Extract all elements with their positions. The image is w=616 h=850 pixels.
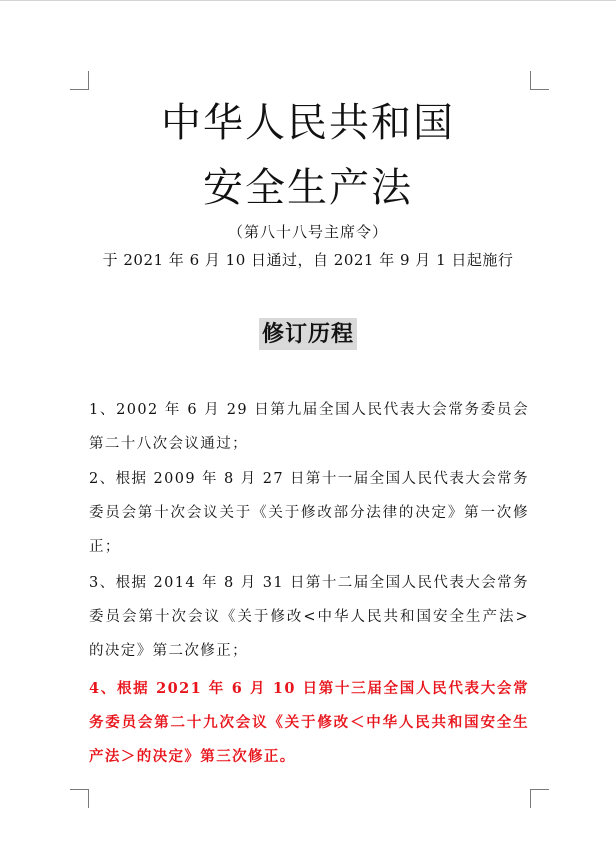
revision-entry-1: 1、2002 年 6 月 29 日第九届全国人民代表大会常务委员会第二十八次会议通过；: [89, 402, 529, 452]
presidential-order-number: （第八十八号主席令）: [227, 223, 388, 241]
effective-date-line: 于 2021 年 6 月 10 日通过，自 2021 年 9 月 1 日起施行: [102, 251, 514, 269]
crop-mark-top-right: [530, 71, 549, 90]
crop-mark-bottom-right: [530, 789, 549, 808]
revision-entry-3: 3、根据 2014 年 8 月 31 日第十二届全国人民代表大会常务委员会第十次会议《关于修改<中华人民共和国安全生产法>的决定》第二次修正；: [89, 575, 529, 659]
document-title-line-1: 中华人民共和国: [161, 100, 455, 146]
crop-mark-bottom-left: [70, 789, 89, 808]
document-title-line-2: 安全生产法: [203, 165, 413, 211]
crop-mark-top-left: [70, 71, 89, 90]
revision-entry-2: 2、根据 2009 年 8 月 27 日第十一届全国人民代表大会常务委员会第十次会议关于《关于修改部分法律的决定》第一次修正；: [89, 471, 529, 555]
section-title-revision-history: 修订历程: [259, 318, 357, 350]
revision-entry-4-highlighted: 4、根据 2021 年 6 月 10 日第十三届全国人民代表大会常务委员会第二十九次会议《关于修改＜中华人民共和国安全生产法＞的决定》第三次修正。: [89, 680, 529, 765]
page-top-border: [0, 0, 616, 1]
section-title-container: [0, 318, 616, 350]
